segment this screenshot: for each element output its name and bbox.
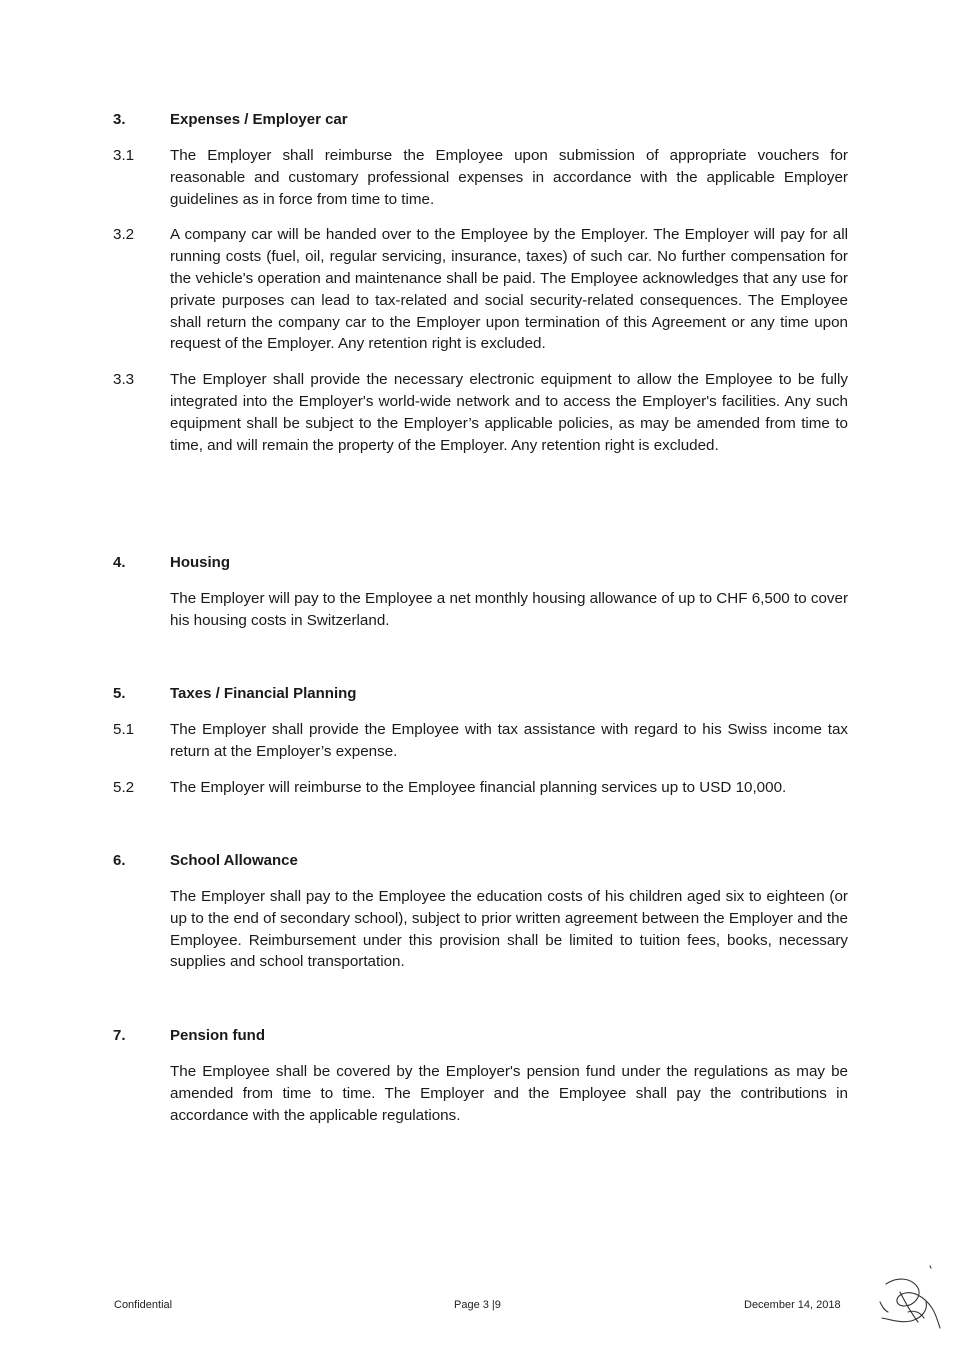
section-number: 3. <box>113 111 126 128</box>
section-number: 7. <box>113 1027 126 1044</box>
clause-number: 5.2 <box>113 778 135 796</box>
clause-3-2 <box>113 224 848 355</box>
clause-3-1 <box>113 145 848 210</box>
section-heading <box>113 552 848 574</box>
section-body: The Employer shall pay to the Employee the education costs of his children aged six to eighteen (or up to the end of secondary school), subject to prior written agreement between the Employer and the Employee. Reimbursement under this provision shall be limited to tuition fees, books, necessary supplies and school transportation. <box>170 888 848 971</box>
section-title: Pension fund <box>170 1027 265 1044</box>
section-heading <box>113 109 848 131</box>
section-7 <box>113 1025 848 1126</box>
section-4 <box>113 552 848 632</box>
section-body: The Employer will pay to the Employee a net monthly housing allowance of up to CHF 6,500 to cover his housing costs in Switzerland. <box>170 590 848 629</box>
section-heading <box>113 683 848 705</box>
section-number: 5. <box>113 685 126 702</box>
clause-5-2 <box>113 777 848 799</box>
clause-text: The Employer shall provide the Employee with tax assistance with regard to his Swiss income tax return at the Employer’s expense. <box>170 721 848 760</box>
clause-number: 3.1 <box>113 147 135 164</box>
section-3 <box>113 109 848 456</box>
section-number: 4. <box>113 554 126 571</box>
clause-5-1 <box>113 719 848 763</box>
footer-date: December 14, 2018 <box>744 1299 841 1311</box>
clause-text: The Employer shall reimburse the Employee upon submission of appropriate vouchers for reasonable and customary professional expenses in accordance with the applicable Employer guidelines as in force from time to time. <box>170 147 848 208</box>
section-5 <box>113 683 848 798</box>
section-heading <box>113 850 848 872</box>
clause-number: 3.2 <box>113 226 135 244</box>
clause-3-3 <box>113 369 848 456</box>
clause-number: 5.1 <box>113 721 135 738</box>
section-title: Taxes / Financial Planning <box>170 685 357 702</box>
footer-confidential: Confidential <box>114 1299 173 1311</box>
section-title: Housing <box>170 554 230 571</box>
section-6 <box>113 850 848 973</box>
signature-icon <box>878 1262 942 1340</box>
footer-page-number: Page 3 |9 <box>454 1299 501 1311</box>
clause-text: The Employer will reimburse to the Employee financial planning services up to USD 10,000. <box>170 778 787 796</box>
section-heading <box>113 1025 848 1047</box>
section-number: 6. <box>113 852 126 869</box>
clause-number: 3.3 <box>113 371 135 389</box>
section-body: The Employee shall be covered by the Employer's pension fund under the regulations as may be amended from time to time. The Employer and the Employee shall pay the contributions in accordance with the applicable regulations. <box>170 1063 848 1124</box>
section-title: School Allowance <box>170 852 298 869</box>
clause-text: The Employer shall provide the necessary electronic equipment to allow the Employee to be fully integrated into the Employer's world-wide network and to access the Employer's facilities. Any such equipment shall be subject to the Employer’s applicable policies, as may be amended from time to time, and will remain the property of the Employer. Any retention right is excluded. <box>170 371 848 454</box>
clause-text: A company car will be handed over to the Employee by the Employer. The Employer will pay for all running costs (fuel, oil, regular servicing, insurance, taxes) of such car. No further compensation for the vehicle's operation and maintenance shall be paid. The Employee acknowledges that any use for private purposes can lead to tax-related and social security-related consequences. The Employee shall return the company car to the Employer upon termination of this Agreement or any time upon request of the Employer. Any retention right is excluded. <box>170 226 848 353</box>
section-title: Expenses / Employer car <box>170 111 348 128</box>
